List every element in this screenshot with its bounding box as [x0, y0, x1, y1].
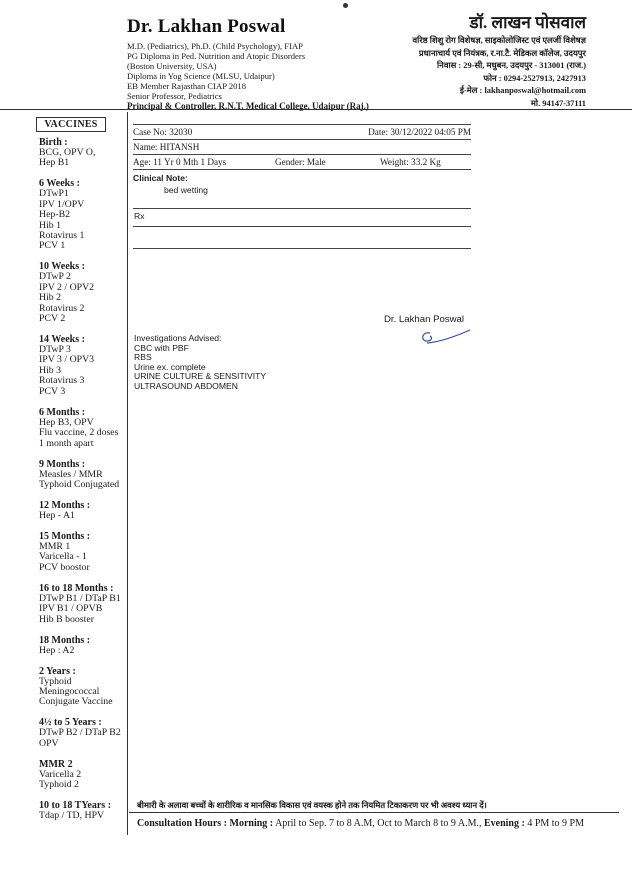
patient-age: Age: 11 Yr 0 Mth 1 Days: [133, 157, 227, 167]
vaccine-item: DTwP B1 / DTaP B1: [39, 592, 121, 604]
vaccine-schedule: [39, 137, 131, 831]
vaccine-item: Hep-B2: [39, 209, 71, 221]
vaccine-item: Varicella 2: [39, 768, 82, 780]
vaccine-group: [39, 583, 131, 625]
vaccine-item: Typhoid: [39, 675, 72, 687]
vaccine-item: DTwP 2: [39, 271, 71, 283]
name-row: [133, 139, 471, 154]
vaccine-item: IPV B1 / OPVB: [39, 603, 103, 615]
vaccine-item: PCV boostor: [39, 561, 90, 573]
vaccine-group-title: 4½ to 5 Years :: [39, 717, 102, 729]
vaccine-item: BCG, OPV O,: [39, 147, 96, 158]
vaccine-group-title: 14 Weeks :: [39, 334, 85, 346]
vaccine-item: Hib B booster: [39, 613, 94, 625]
vaccine-item: Typhoid Conjugated: [39, 478, 120, 490]
vaccine-item: Varicella - 1: [39, 551, 87, 563]
vaccine-group-title: Birth :: [39, 137, 68, 148]
vaccines-heading: VACCINES: [36, 117, 106, 132]
vaccine-item: Tdap / TD, HPV: [39, 810, 105, 822]
vaccine-item: IPV 3 / OPV3: [39, 354, 95, 366]
rx-divider-bottom: [133, 248, 471, 249]
rx-divider-middle: [133, 226, 471, 227]
vaccine-item: Hib 1: [39, 219, 62, 231]
vaccine-item: PCV 1: [39, 240, 66, 252]
consult-evening: 4 PM to 9 PM: [524, 818, 584, 829]
vaccine-group-title: 16 to 18 Months :: [39, 582, 114, 594]
vaccine-group: [39, 500, 131, 521]
patient-gender: Gender: Male: [275, 157, 326, 167]
vaccine-item: MMR 1: [39, 540, 71, 552]
patient-name: Name: HITANSH: [133, 142, 200, 152]
vaccine-group: [39, 137, 131, 169]
visit-date: Date: 30/12/2022 04:05 PM: [368, 127, 471, 137]
vaccine-item: Hep - A1: [39, 509, 75, 521]
vaccine-group: [39, 717, 131, 749]
vaccine-group: [39, 261, 131, 324]
vaccine-group: [39, 334, 131, 397]
footer-divider: [129, 812, 619, 813]
hindi-line: प्रधानाचार्य एवं नियंत्रक, र.ना.टै. मेडिकल कॉलेज, उदयपुर: [418, 48, 586, 58]
investigations-advised: [134, 334, 266, 392]
vaccine-item: Hep B3, OPV: [39, 416, 94, 428]
clinical-note-text: bed wetting: [164, 185, 208, 195]
rx-label: Rx: [134, 211, 145, 221]
vaccine-group-title: 12 Months :: [39, 499, 91, 511]
patient-weight: Weight: 33.2 Kg: [380, 157, 441, 167]
investigation-item: Urine ex. complete: [134, 361, 206, 372]
vaccine-group-title: 6 Months :: [39, 406, 86, 418]
letterhead-hindi: [306, 10, 586, 110]
vaccine-item: Hep B1: [39, 157, 70, 169]
hindi-line: ई-मेल : lakhanposwal@hotmail.com: [459, 86, 586, 95]
hindi-line: वरिष्ठ शिशु रोग विशेषज्ञ, साइकोलोजिस्ट एवं एलर्जी विशेषज्ञ: [412, 36, 586, 45]
scan-dot: [343, 3, 348, 8]
credential-line: (Boston University, USA): [127, 61, 217, 71]
vaccine-group-title: 2 Years :: [39, 665, 76, 677]
vaccine-group-title: 10 to 18 TYears :: [39, 800, 112, 812]
vaccine-group: [39, 759, 131, 791]
vaccine-item: Hib 2: [39, 292, 62, 304]
vaccine-item: IPV 2 / OPV2: [39, 281, 95, 293]
vaccine-group-title: 6 Weeks :: [39, 178, 80, 190]
vaccine-group-title: 15 Months :: [39, 530, 91, 542]
clinical-note-section: [133, 169, 471, 196]
case-row: [133, 124, 471, 139]
vaccine-group: [39, 407, 131, 449]
vaccine-item: PCV 3: [39, 385, 66, 397]
vaccine-group: [39, 459, 131, 491]
vaccine-item: OPV: [39, 737, 59, 749]
position-line: Principal & Controller, R.N.T. Medical College, Udaipur (Raj.): [127, 101, 369, 111]
vaccine-item: Hep : A2: [39, 644, 75, 656]
investigation-item: CBC with PBF: [134, 342, 189, 353]
vaccine-group: [39, 531, 131, 573]
credential-line: Senior Professor, Pediatrics: [127, 91, 222, 101]
vitals-row: [133, 154, 471, 169]
vaccine-item: Meningococcal: [39, 685, 100, 697]
vaccine-group-title: 18 Months :: [39, 634, 91, 646]
credential-line: M.D. (Pediatrics), Ph.D. (Child Psychology), FIAP: [127, 41, 303, 51]
doctor-name-hindi: डॉ. लाखन पोसवाल: [469, 13, 586, 32]
case-number: Case No: 32030: [133, 127, 193, 137]
signature-icon: [418, 327, 474, 349]
investigations-heading: Investigations Advised:: [134, 333, 222, 343]
consult-label: Consultation Hours : Morning :: [137, 818, 274, 829]
signature-name: Dr. Lakhan Poswal: [384, 314, 464, 325]
consult-morning: April to Sep. 7 to 8 A.M, Oct to March 8 to 9 A.M.,: [273, 818, 484, 829]
patient-details: [133, 124, 471, 196]
clinical-note-label: Clinical Note:: [133, 173, 188, 183]
hindi-line: निवास : 29-सी, मधुबन, उदयपुर - 313001 (राज.): [437, 61, 586, 70]
hindi-line: मो. 94147-37111: [530, 98, 586, 108]
vaccine-group-title: 9 Months :: [39, 458, 86, 470]
header-divider: [0, 109, 632, 110]
investigation-item: ULTRASOUND ABDOMEN: [134, 380, 238, 391]
vaccine-item: DTwP B2 / DTaP B2: [39, 727, 121, 739]
vaccine-item: DTwP1: [39, 188, 69, 200]
credential-line: PG Diploma in Ped. Nutrition and Atopic Disorders: [127, 51, 306, 61]
vaccine-item: Hib 3: [39, 364, 62, 376]
investigation-item: URINE CULTURE & SENSITIVITY: [134, 371, 267, 382]
vaccine-item: Conjugate Vaccine: [39, 696, 113, 708]
credential-line: EB Member Rajasthan CIAP 2018: [127, 81, 247, 91]
vaccine-item: Flu vaccine, 2 doses: [39, 427, 119, 439]
consult-evening-label: Evening :: [483, 818, 525, 829]
credential-line: Diploma in Yog Science (MLSU, Udaipur): [127, 71, 275, 81]
investigation-item: RBS: [134, 352, 152, 363]
rx-divider-top: [133, 208, 471, 209]
vaccine-group: [39, 635, 131, 656]
vaccine-item: Rotavirus 1: [39, 230, 85, 242]
vaccine-group: [39, 800, 131, 821]
vaccine-group-title: 10 Weeks :: [39, 261, 85, 273]
vaccine-group: [39, 178, 131, 251]
vaccine-item: PCV 2: [39, 313, 66, 325]
consultation-hours: [137, 818, 584, 829]
vaccine-item: 1 month apart: [39, 437, 94, 449]
footer-note-hindi: बीमारी के अलावा बच्चों के शारीरिक व मानसिक विकास एवं वयस्क होने तक नियमित टिकाकरण पर भी अवश्य ध्यान दें।: [137, 801, 487, 810]
vaccine-item: Rotavirus 2: [39, 302, 85, 314]
vaccine-item: Typhoid 2: [39, 779, 79, 791]
hindi-line: फोन : 0294-2527913, 2427913: [483, 73, 586, 83]
doctor-name: Dr. Lakhan Poswal: [127, 16, 286, 37]
vaccine-item: Measles / MMR: [39, 468, 103, 480]
vaccine-item: DTwP 3: [39, 344, 71, 356]
vaccine-group-title: MMR 2: [39, 758, 73, 770]
vaccine-group: [39, 666, 131, 708]
vaccine-item: IPV 1/OPV: [39, 198, 85, 210]
vaccine-item: Rotavirus 3: [39, 375, 85, 387]
